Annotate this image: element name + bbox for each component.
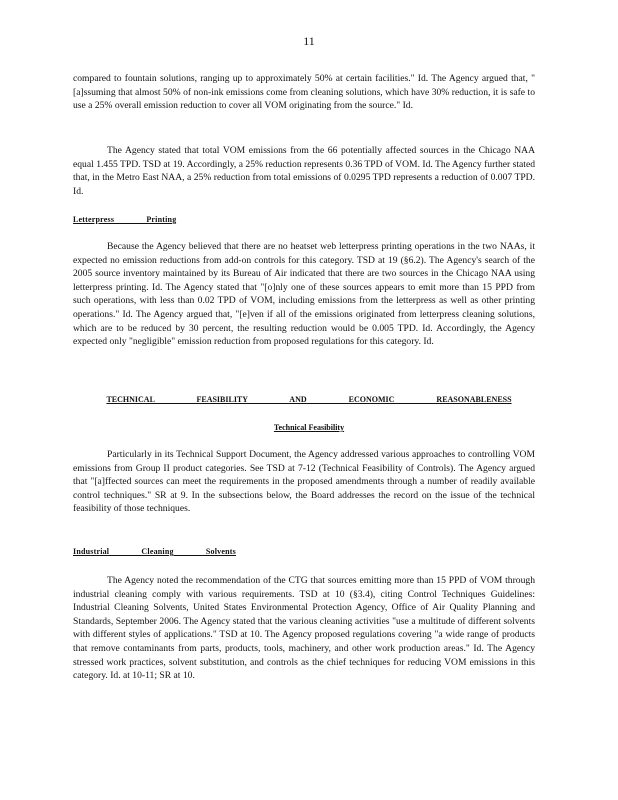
paragraph-2 — [73, 144, 535, 198]
paragraph-2-text: The Agency stated that total VOM emissions from the 66 potentially affected sources in the Chicago NAA equal 1.455 TPD. TSD at 19. Accordingly, a 25% reduction represents 0.36 TPD of VOM. Id. The Agency further stated that, in the Metro East NAA, a 25% reduction from total emissions of 0.0295 TPD represents a reduction of 0.007 TPD. Id. — [73, 145, 535, 197]
heading-technical-feasibility-economic: TECHNICAL FEASIBILITY AND ECONOMIC REASONABLENESS — [106, 395, 512, 404]
page-number: 11 — [303, 34, 315, 48]
paragraph-3-text: Because the Agency believed that there are no heatset web letterpress printing operations in the two NAAs, it expected no emission reductions from add-on controls for this category. TSD at 19 (§6.2). The Agency's search of the 2005 source inventory maintained by its Bureau of Air indicated that there are two sources in the Chicago NAA using letterpress printing. Id. The Agency stated that "[o]nly one of these sources appears to emit more than 15 PPD from such operations, with less than 0.02 TPD of VOM, including emissions from the letterpress as well as other printing operations." Id. The Agency argued that, "[e]ven if all of the emissions originated from letterpress cleaning solutions, which are to be reduced by 30 percent, the resulting reduction would be 0.005 TPD. Id. Accordingly, the Agency expected only "negligible" emission reduction from proposed regulations for this category. Id. — [73, 241, 535, 348]
heading-technical-feasibility: Technical Feasibility — [273, 423, 345, 432]
paragraph-3 — [73, 240, 535, 349]
heading-industrial-cleaning-solvents: Industrial Cleaning Solvents — [73, 547, 236, 556]
paragraph-5 — [73, 574, 535, 683]
paragraph-1-text: compared to fountain solutions, ranging up to approximately 50% at certain facilities." Id. The Agency argued that, "[a]ssuming that almost 50% of non-ink emissions come from cleaning solutions, which have 30% reduction, it is safe to use a 25% overall emission reduction to cover all VOM originating from the source." Id. — [73, 73, 535, 112]
heading-letterpress-printing: Letterpress Printing — [73, 215, 177, 224]
paragraph-5-text: The Agency noted the recommendation of the CTG that sources emitting more than 15 PPD of VOM through industrial cleaning comply with various requirements. TSD at 10 (§3.4), citing Control Techniques Guidelines: Industrial Cleaning Solvents, United States Environmental Protection Agency, Office of Air Quality Planning and Standards, September 2006. The Agency stated that the various cleaning activities "use a multitude of different solvents with different styles of applications." TSD at 10. The Agency proposed regulations covering "a wide range of products that remove contaminants from parts, products, tools, machinery, and other work production areas." Id. The Agency stressed work practices, solvent substitution, and controls as the chief techniques for reducing VOM emissions in this category. Id. at 10-11; SR at 10. — [73, 575, 535, 682]
paragraph-1 — [73, 72, 535, 113]
paragraph-4-text: Particularly in its Technical Support Document, the Agency addressed various approaches to controlling VOM emissions from Group II product categories. See TSD at 7-12 (Technical Feasibility of Controls). The Agency argued that "[a]ffected sources can meet the requirements in the proposed amendments through a number of readily available control techniques." SR at 9. In the subsections below, the Board addresses the record on the issue of the technical feasibility of those techniques. — [73, 449, 535, 515]
paragraph-4 — [73, 448, 535, 516]
